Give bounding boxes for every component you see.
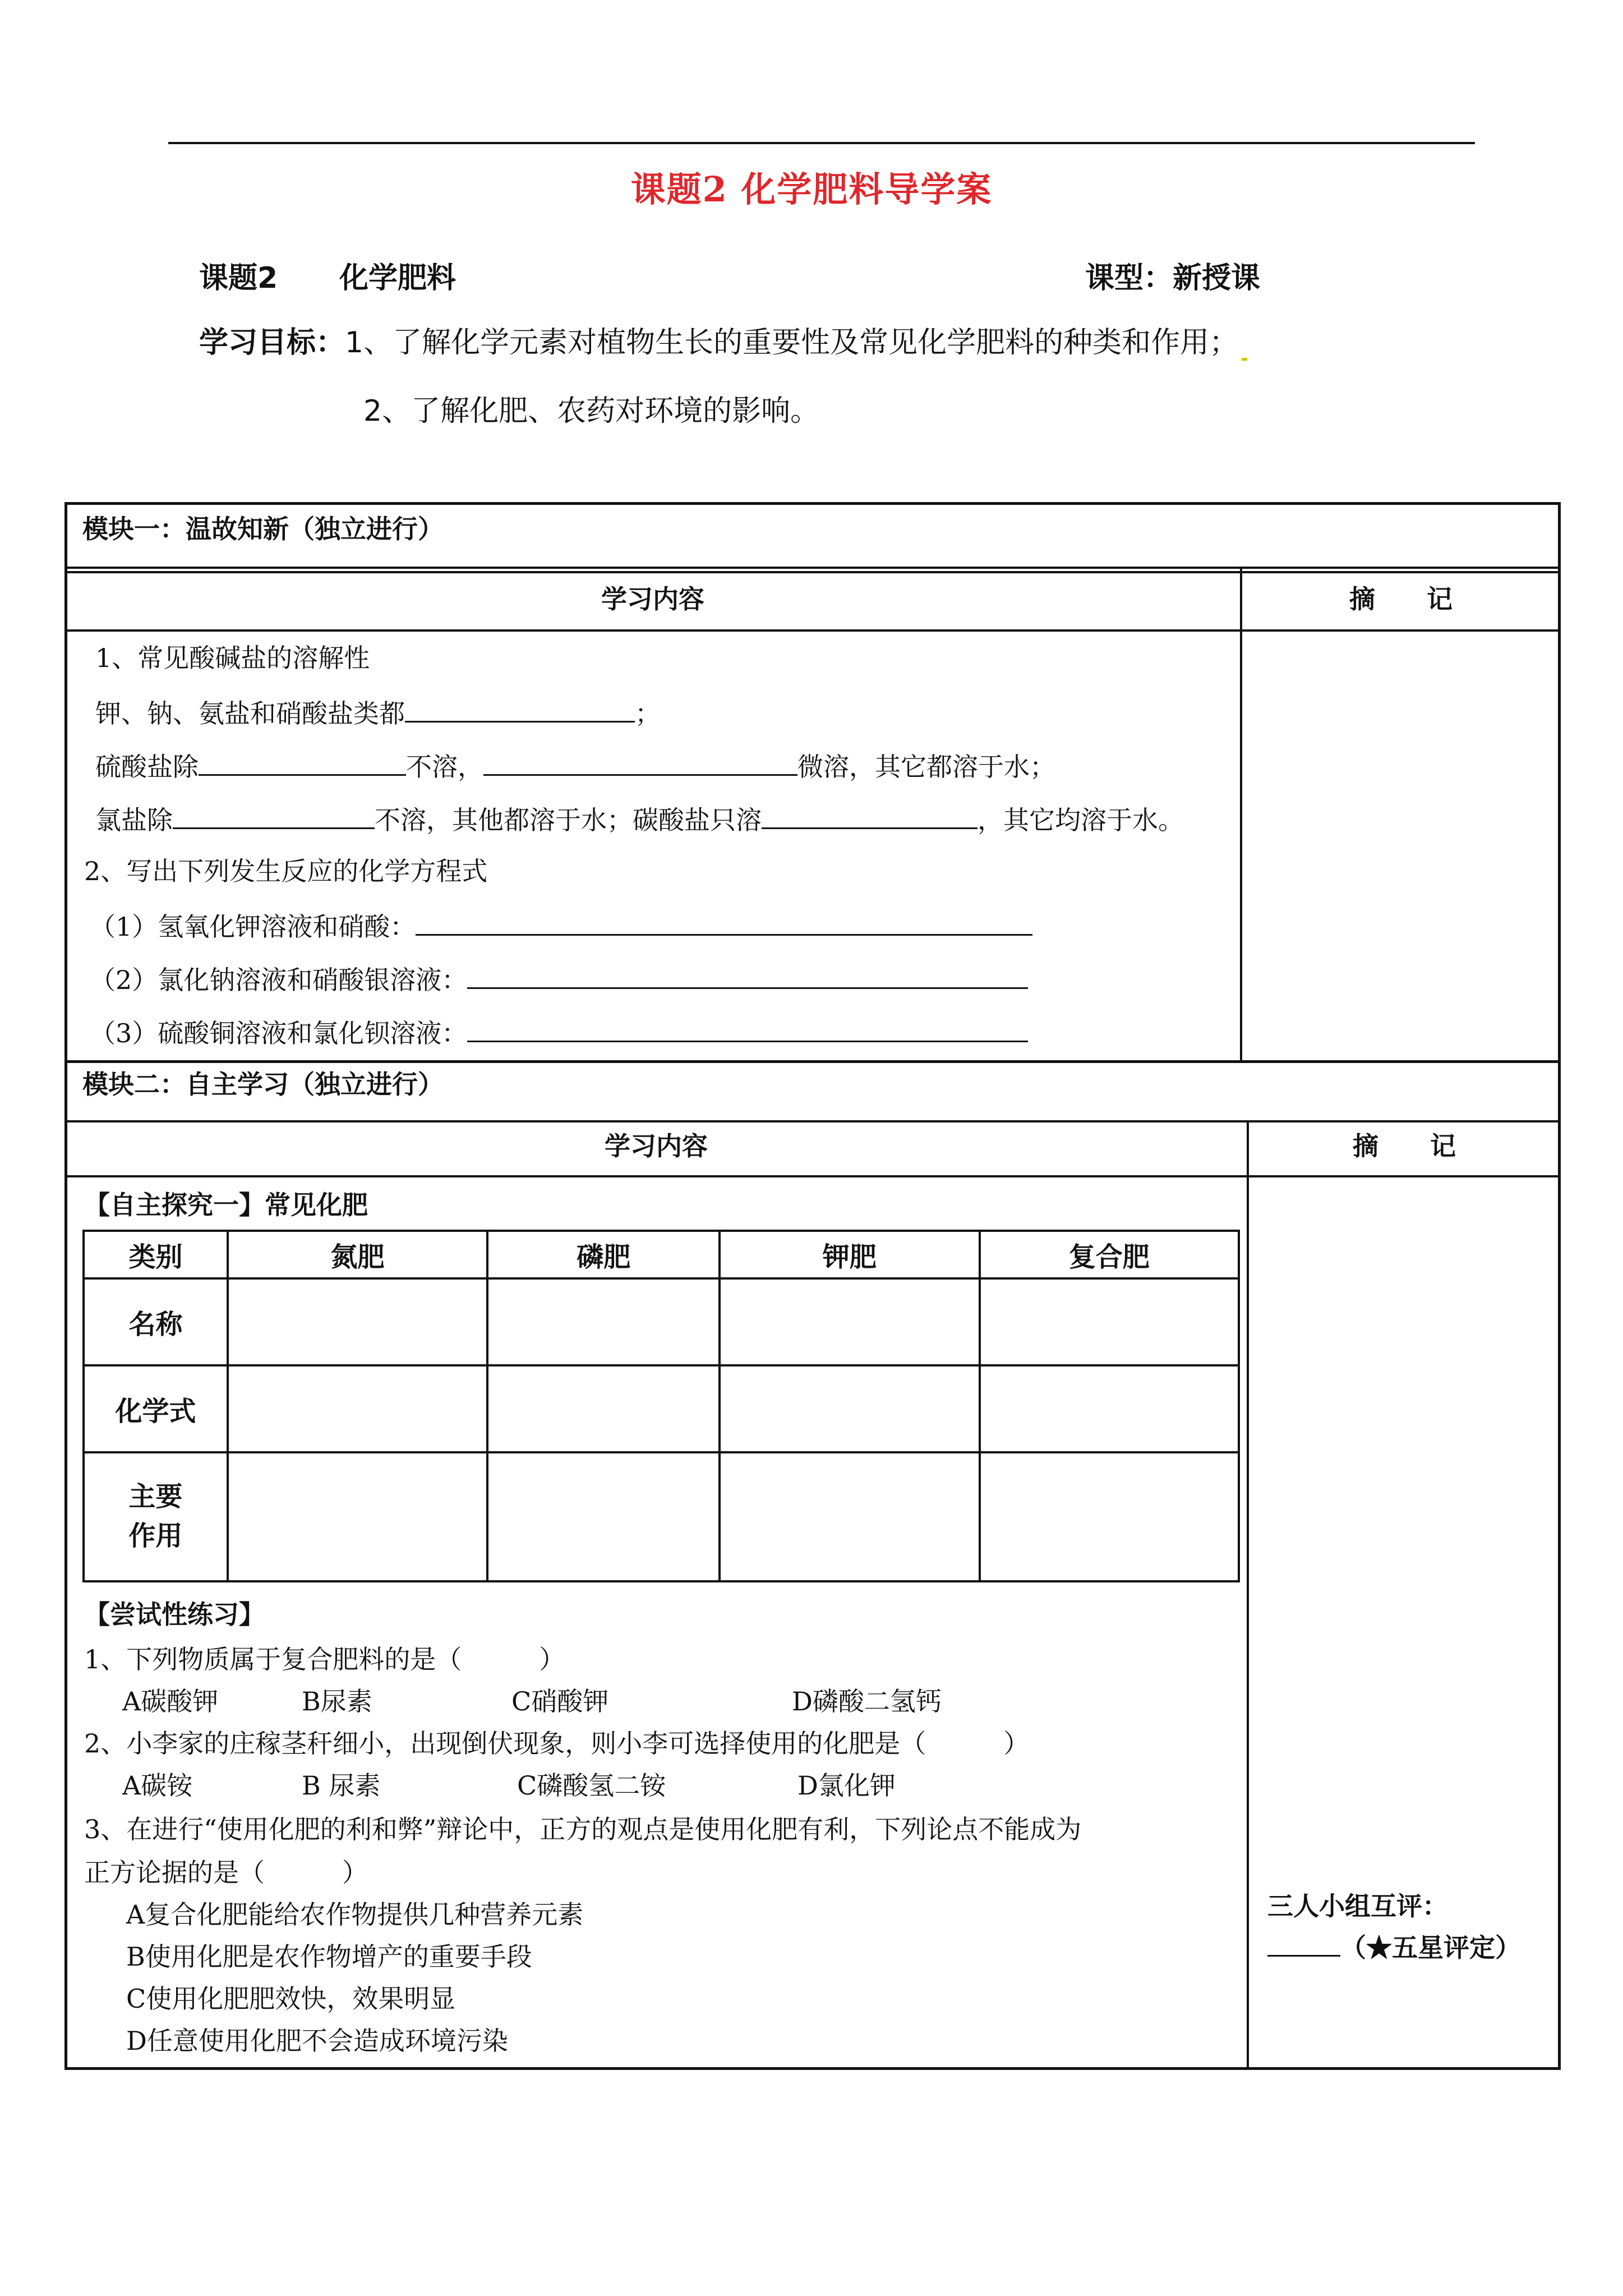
answer-blank[interactable] bbox=[762, 805, 978, 829]
m1-q1-title: 1、常见酸碱盐的溶解性 bbox=[95, 643, 370, 673]
q2-option-c[interactable]: C磷酸氢二铵 bbox=[517, 1770, 666, 1801]
divider bbox=[1240, 567, 1242, 1063]
practice-title: 【尝试性练习】 bbox=[84, 1599, 265, 1630]
m1-q2-b: （2）氯化钠溶液和硝酸银溶液： bbox=[90, 965, 1028, 993]
q1-option-c[interactable]: C硝酸钾 bbox=[511, 1686, 609, 1717]
rating-blank[interactable] bbox=[1267, 1932, 1340, 1957]
q2-option-d[interactable]: D氯化钾 bbox=[797, 1770, 896, 1801]
peer-review-title: 三人小组互评： bbox=[1267, 1891, 1448, 1921]
q3-option-d[interactable]: D任意使用化肥不会造成环境污染 bbox=[126, 2026, 508, 2056]
table-cell[interactable] bbox=[228, 1278, 487, 1365]
answer-blank[interactable] bbox=[483, 752, 797, 776]
table-header-row bbox=[84, 1231, 1239, 1278]
module1-col-content: 学习内容 bbox=[601, 584, 704, 614]
table-row bbox=[84, 1452, 1239, 1581]
lesson-name: 化学肥料 bbox=[339, 261, 457, 295]
table-row bbox=[84, 1365, 1239, 1452]
module2-col-notes: 摘 记 bbox=[1353, 1131, 1456, 1161]
practice-q1: 1、下列物质属于复合肥料的是（ ） bbox=[84, 1644, 565, 1674]
goals-label: 学习目标： bbox=[199, 326, 345, 360]
answer-blank[interactable] bbox=[467, 1018, 1028, 1042]
table-header-cell: 类别 bbox=[84, 1231, 228, 1278]
table-header-cell: 复合肥 bbox=[980, 1231, 1239, 1278]
m1-q2-a: （1）氢氧化钾溶液和硝酸： bbox=[90, 912, 1032, 940]
table-cell[interactable] bbox=[980, 1365, 1239, 1452]
answer-blank[interactable] bbox=[199, 752, 406, 776]
divider bbox=[64, 1175, 1561, 1177]
m1-q1-line3: 氯盐除 不溶，其他都溶于水；碳酸盐只溶 ，其它均溶于水。 bbox=[95, 805, 1184, 835]
m1-q2-title: 2、写出下列发生反应的化学方程式 bbox=[84, 856, 488, 886]
row-label: 名称 bbox=[84, 1278, 228, 1365]
module1-title: 模块一：温故知新（独立进行） bbox=[82, 514, 444, 544]
m1-q2-c: （3）硫酸铜溶液和氯化钡溶液： bbox=[90, 1018, 1028, 1046]
row-label-text: 主要作用 bbox=[128, 1481, 183, 1552]
practice-q3-line1: 3、在进行“使用化肥的利和弊”辩论中，正方的观点是使用化肥有利，下列论点不能成为 bbox=[84, 1814, 1082, 1844]
table-cell[interactable] bbox=[487, 1365, 720, 1452]
divider bbox=[64, 571, 1561, 573]
divider bbox=[1247, 1120, 1249, 2070]
module2-col-content: 学习内容 bbox=[605, 1131, 708, 1161]
table-header-cell: 氮肥 bbox=[228, 1231, 487, 1278]
peer-review-rating bbox=[1267, 1932, 1521, 1961]
table-cell[interactable] bbox=[720, 1278, 979, 1365]
table-cell[interactable] bbox=[980, 1452, 1239, 1581]
q3-option-b[interactable]: B使用化肥是农作物增产的重要手段 bbox=[126, 1941, 532, 1972]
lesson-type: 课型：新授课 bbox=[1085, 261, 1261, 295]
practice-q2: 2、小李家的庄稼茎秆细小，出现倒伏现象，则小李可选择使用的化肥是（ ） bbox=[84, 1728, 1030, 1759]
goal-1: 1、了解化学元素对植物生长的重要性及常见化学肥料的种类和作用； bbox=[345, 326, 1239, 360]
table-cell[interactable] bbox=[487, 1452, 720, 1581]
table-header-cell: 磷肥 bbox=[487, 1231, 720, 1278]
divider bbox=[64, 567, 1561, 569]
fertilizer-table bbox=[82, 1230, 1240, 1582]
q2-option-a[interactable]: A碳铵 bbox=[122, 1770, 193, 1801]
peer-rating-text: （★五星评定） bbox=[1340, 1932, 1521, 1963]
table-row bbox=[84, 1278, 1239, 1365]
top-rule bbox=[168, 142, 1475, 144]
q1-option-b[interactable]: B尿素 bbox=[302, 1686, 372, 1717]
q3-option-c[interactable]: C使用化肥肥效快，效果明显 bbox=[126, 1984, 456, 2014]
q2-option-b[interactable]: B 尿素 bbox=[302, 1770, 381, 1801]
m1-q1-line2: 硫酸盐除 不溶， 微溶，其它都溶于水； bbox=[95, 752, 1055, 782]
lesson-label: 课题2 bbox=[199, 261, 278, 295]
yellow-mark bbox=[1242, 358, 1247, 361]
row-label bbox=[84, 1452, 228, 1581]
practice-q3-line2: 正方论据的是（ ） bbox=[84, 1857, 368, 1888]
q3-option-a[interactable]: A复合化肥能给农作物提供几种营养元素 bbox=[126, 1899, 584, 1930]
table-cell[interactable] bbox=[720, 1452, 979, 1581]
table-cell[interactable] bbox=[228, 1452, 487, 1581]
page-title: 课题2 化学肥料导学案 bbox=[630, 169, 993, 210]
divider bbox=[64, 1120, 1561, 1122]
m1-q1-line1: 钾、钠、氨盐和硝酸盐类都 ； bbox=[95, 698, 661, 729]
explore-title: 【自主探究一】常见化肥 bbox=[84, 1190, 368, 1220]
q1-option-a[interactable]: A碳酸钾 bbox=[122, 1686, 219, 1717]
goal-2: 2、了解化肥、农药对环境的影响。 bbox=[363, 394, 820, 428]
table-cell[interactable] bbox=[487, 1278, 720, 1365]
table-cell[interactable] bbox=[980, 1278, 1239, 1365]
q1-option-d[interactable]: D磷酸二氢钙 bbox=[792, 1686, 942, 1717]
answer-blank[interactable] bbox=[467, 965, 1028, 989]
table-header-cell: 钾肥 bbox=[720, 1231, 979, 1278]
answer-blank[interactable] bbox=[405, 698, 635, 723]
answer-blank[interactable] bbox=[416, 912, 1032, 936]
module1-col-notes: 摘 记 bbox=[1349, 584, 1453, 614]
module2-title: 模块二：自主学习（独立进行） bbox=[82, 1069, 444, 1099]
table-cell[interactable] bbox=[720, 1365, 979, 1452]
row-label: 化学式 bbox=[84, 1365, 228, 1452]
goals-line-1 bbox=[199, 319, 1247, 361]
answer-blank[interactable] bbox=[173, 805, 375, 829]
table-cell[interactable] bbox=[228, 1365, 487, 1452]
divider bbox=[64, 629, 1561, 632]
